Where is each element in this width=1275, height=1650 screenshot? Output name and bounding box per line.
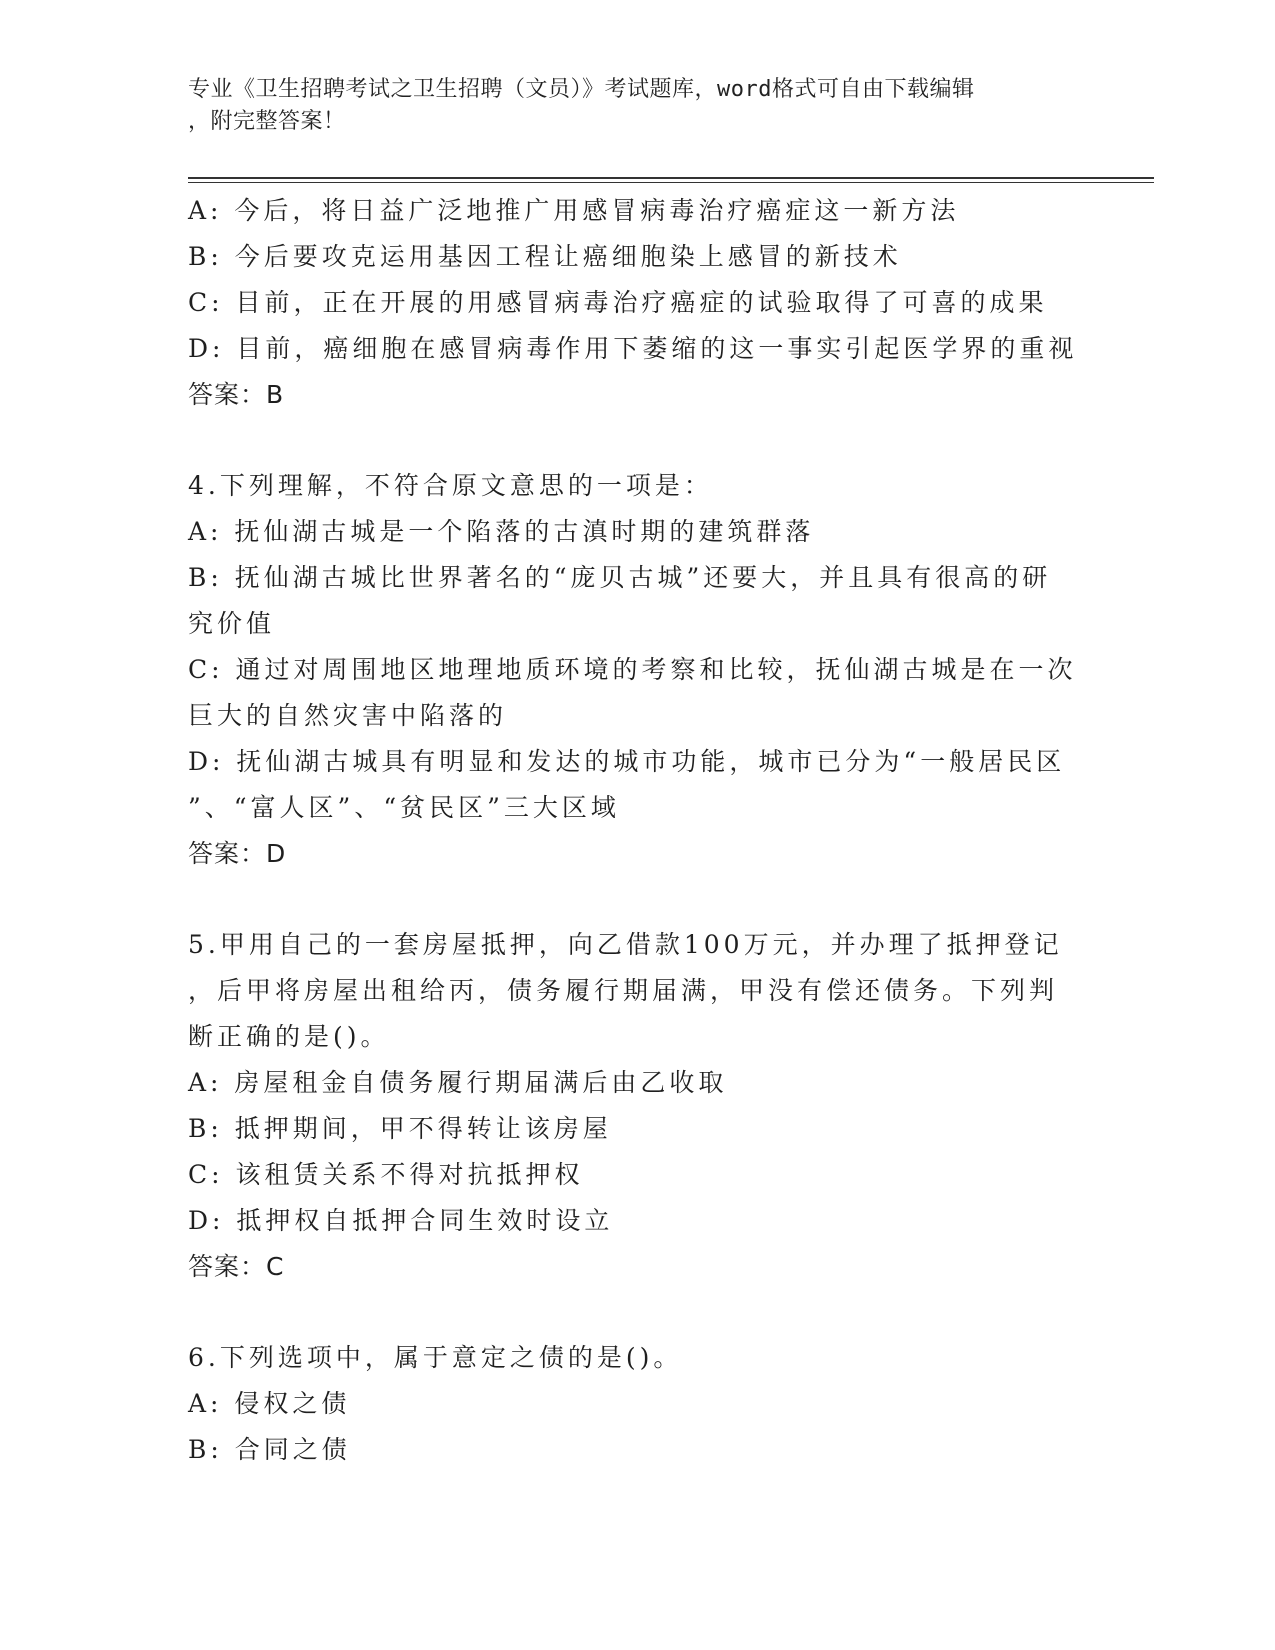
option-c: C: 目前，正在开展的用感冒病毒治疗癌症的试验取得了可喜的成果 xyxy=(188,288,1048,317)
option-c-line-1: C: 通过对周围地区地理地质环境的考察和比较，抚仙湖古城是在一次 xyxy=(188,655,1077,684)
question-stem-line-2: ，后甲将房屋出租给丙，债务履行期届满，甲没有偿还债务。下列判 xyxy=(188,976,1059,1005)
question-block-3 xyxy=(188,188,1088,418)
document-header xyxy=(188,74,1068,138)
option-a: A: 房屋租金自债务履行期届满后由乙收取 xyxy=(188,1068,728,1097)
question-stem-line-1: 5.甲用自己的一套房屋抵押，向乙借款100万元，并办理了抵押登记 xyxy=(188,930,1063,959)
question-block-4 xyxy=(188,463,1088,877)
header-divider-thick xyxy=(188,177,1154,179)
spacer xyxy=(188,418,1088,463)
answer-line: 答案：B xyxy=(188,380,285,409)
answer-line: 答案：D xyxy=(188,839,287,868)
option-d-line-2: ”、“富人区”、“贫民区”三大区域 xyxy=(188,793,620,822)
spacer xyxy=(188,877,1088,922)
header-line-1: 专业《卫生招聘考试之卫生招聘（文员）》考试题库，word格式可自由下载编辑 xyxy=(188,77,975,102)
question-stem-line-3: 断正确的是()。 xyxy=(188,1022,390,1051)
option-a: A: 侵权之债 xyxy=(188,1389,351,1418)
option-c: C: 该租赁关系不得对抗抵押权 xyxy=(188,1160,584,1189)
question-list xyxy=(188,188,1088,1473)
option-b-line-2: 究价值 xyxy=(188,609,276,638)
question-stem: 4.下列理解，不符合原文意思的一项是： xyxy=(188,471,713,500)
option-d: D: 抵押权自抵押合同生效时设立 xyxy=(188,1206,614,1235)
option-a: A: 抚仙湖古城是一个陷落的古滇时期的建筑群落 xyxy=(188,517,815,546)
header-line-2: ，附完整答案！ xyxy=(188,109,346,134)
option-c-line-2: 巨大的自然灾害中陷落的 xyxy=(188,701,508,730)
option-a: A: 今后，将日益广泛地推广用感冒病毒治疗癌症这一新方法 xyxy=(188,196,960,225)
option-b: B: 抵押期间，甲不得转让该房屋 xyxy=(188,1114,612,1143)
option-d-line-1: D: 抚仙湖古城具有明显和发达的城市功能，城市已分为“一般居民区 xyxy=(188,747,1066,776)
option-b: B: 今后要攻克运用基因工程让癌细胞染上感冒的新技术 xyxy=(188,242,902,271)
option-b-line-1: B: 抚仙湖古城比世界著名的“庞贝古城”还要大，并且具有很高的研 xyxy=(188,563,1052,592)
option-b: B: 合同之债 xyxy=(188,1435,351,1464)
question-block-5 xyxy=(188,922,1088,1290)
option-d: D: 目前，癌细胞在感冒病毒作用下萎缩的这一事实引起医学界的重视 xyxy=(188,334,1078,363)
spacer xyxy=(188,1290,1088,1335)
answer-line: 答案：C xyxy=(188,1252,285,1281)
question-stem: 6.下列选项中，属于意定之债的是()。 xyxy=(188,1343,683,1372)
header-divider-thin xyxy=(188,182,1154,183)
question-block-6 xyxy=(188,1335,1088,1473)
